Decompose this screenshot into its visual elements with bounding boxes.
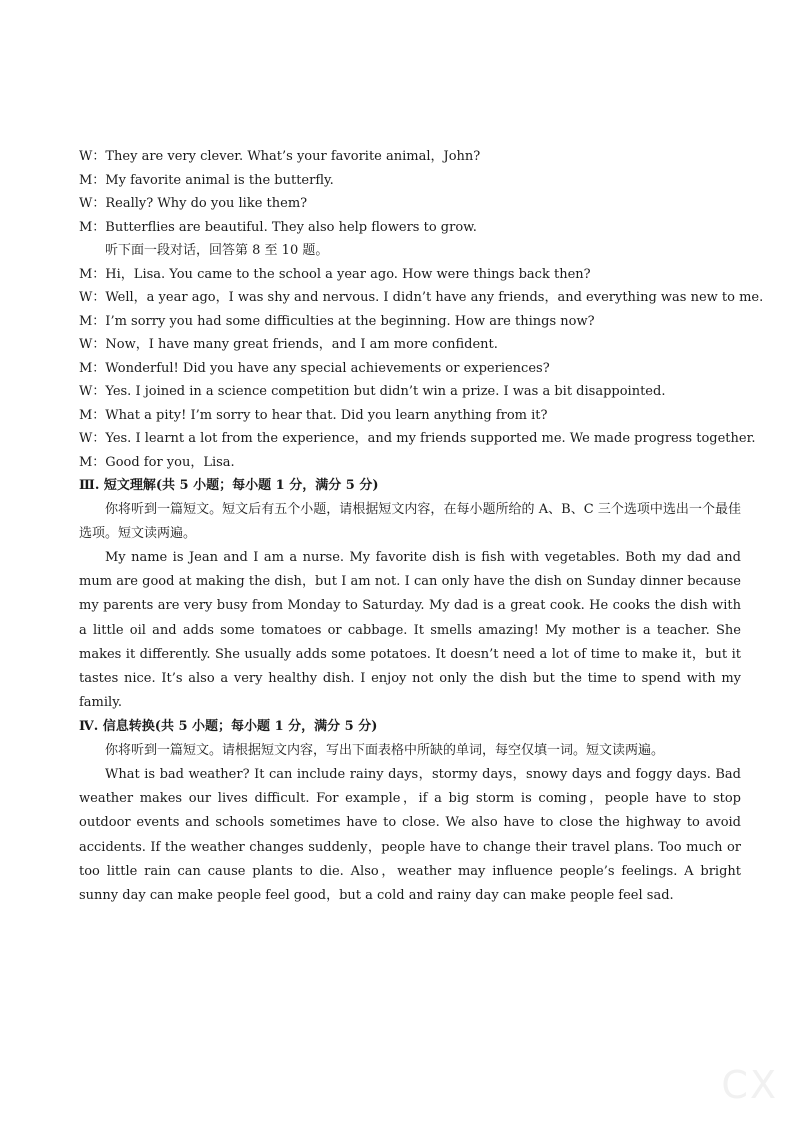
dialogue-line: W：Well，a year ago，I was shy and nervous. I didn’t have any friends，and everything was new to me. <box>79 290 764 305</box>
dialogue-line: M：What a pity! I’m sorry to hear that. Did you learn anything from it? <box>79 407 548 423</box>
dialogue-a <box>79 145 741 239</box>
section-4-instructions: 你将听到一篇短文。请根据短文内容，写出下面表格中所缺的单词，每空仅填一词。短文读两遍。 <box>105 742 665 758</box>
dialogue-line: M：My favorite animal is the butterfly. <box>79 172 334 188</box>
section-4-heading: Ⅳ. 信息转换(共 5 小题；每小题 1 分，满分 5 分) <box>79 719 378 735</box>
document-content <box>79 145 764 908</box>
section-3 <box>79 474 741 715</box>
watermark-logo: CX <box>721 1063 778 1107</box>
dialogue-line: W：Really? Why do you like them? <box>79 196 308 211</box>
dialogue-b-intro: 听下面一段对话，回答第 8 至 10 题。 <box>105 243 329 258</box>
dialogue-line: M：Good for you，Lisa. <box>79 454 235 470</box>
dialogue-line: W：Now，I have many great friends，and I am more confident. <box>79 337 498 352</box>
dialogue-line: M：Butterflies are beautiful. They also help flowers to grow. <box>79 219 477 235</box>
dialogue-line: W：Yes. I learnt a lot from the experience，and my friends supported me. We made progress together. <box>79 431 756 446</box>
dialogue-line: W：They are very clever. What’s your favorite animal，John? <box>79 149 481 164</box>
section-4-passage: What is bad weather? It can include rainy days，stormy days，snowy days and foggy days. Bad weather makes our lives difficult. For example，if a big storm is coming，people have to stop outdoor events and schools sometimes have to close. We also have to close the highway to avoid accidents. If the weather changes suddenly，people have to change their travel plans. Too much or too little rain can cause plants to die. Also，weather may influence people’s feelings. A bright sunny day can make people feel good，but a cold and rainy day can make people feel sad. <box>79 767 741 904</box>
dialogue-line: M：Hi，Lisa. You came to the school a year ago. How were things back then? <box>79 266 591 282</box>
dialogue-line: M：I’m sorry you had some difficulties at the beginning. How are things now? <box>79 313 595 329</box>
section-4 <box>79 715 741 908</box>
dialogue-line: W：Yes. I joined in a science competition but didn’t win a prize. I was a bit disappointed. <box>79 384 666 399</box>
section-3-instructions: 你将听到一篇短文。短文后有五个小题，请根据短文内容，在每小题所给的 A、B、C 三个选项中选出一个最佳选项。短文读两遍。 <box>79 501 741 541</box>
section-3-heading: Ⅲ. 短文理解(共 5 小题；每小题 1 分，满分 5 分) <box>79 478 379 493</box>
dialogue-b <box>79 263 764 475</box>
dialogue-line: M：Wonderful! Did you have any special achievements or experiences? <box>79 360 550 376</box>
section-3-passage: My name is Jean and I am a nurse. My favorite dish is fish with vegetables. Both my dad and mum are good at making the dish，but I am not. I can only have the dish on Sunday dinner because my parents are very busy from Monday to Saturday. My dad is a great cook. He cooks the dish with a little oil and adds some tomatoes or cabbage. It smells amazing! My mother is a teacher. She makes it differently. She usually adds some potatoes. It doesn’t need a lot of time to make it，but it tastes nice. It’s also a very healthy dish. I enjoy not only the dish but the time to spend with my family. <box>79 549 741 711</box>
